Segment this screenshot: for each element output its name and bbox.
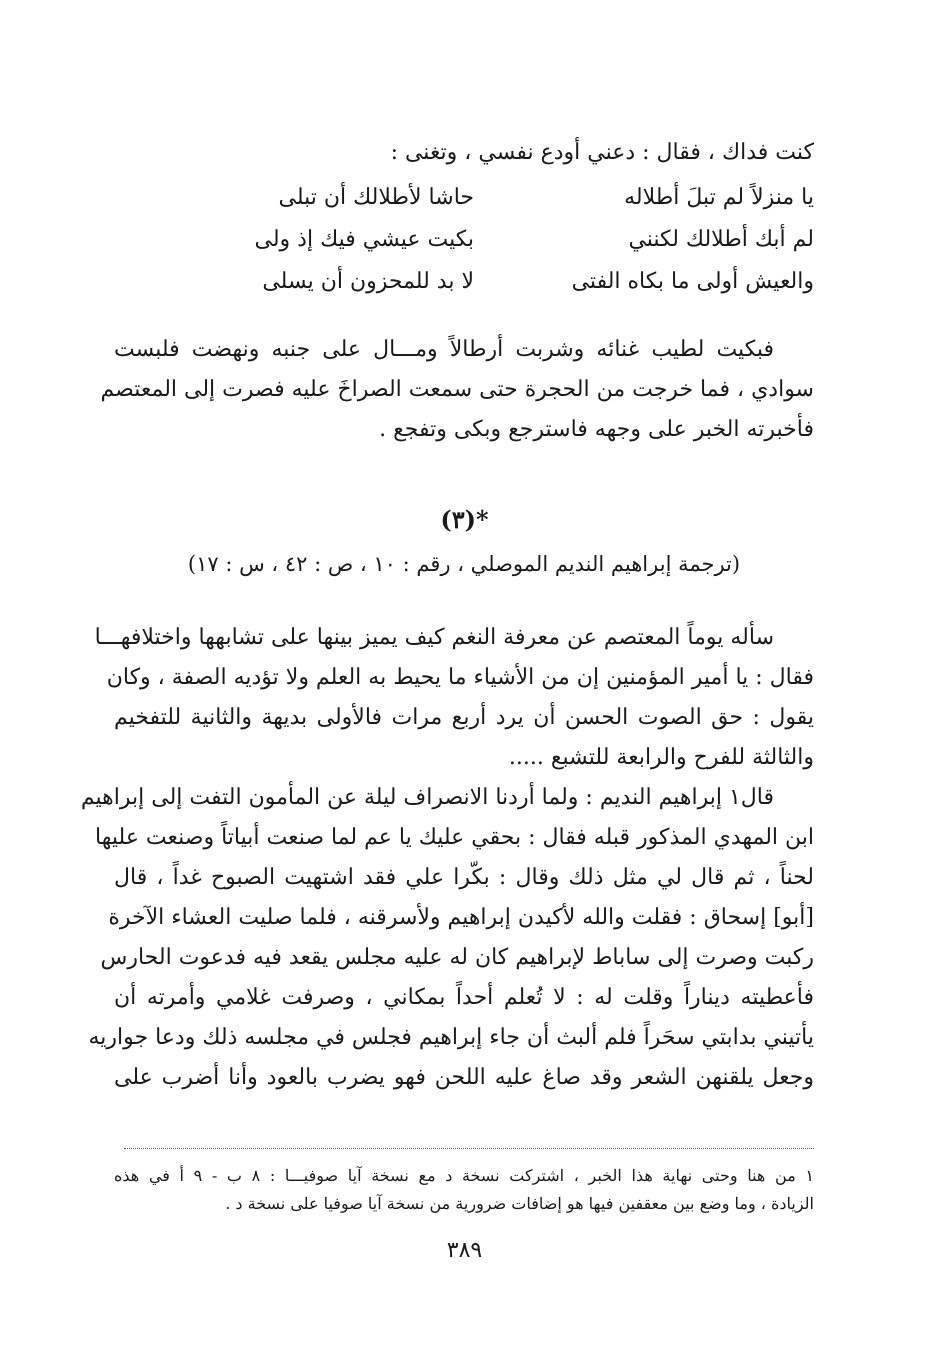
section-number: (٣)* <box>440 505 489 534</box>
text-line: فبكيت لطيب غنائه وشربت أرطالاً ومـــال على جنبه ونهضت فلبست <box>114 337 774 362</box>
text-line: فأعطيته ديناراً وقلت له : لا تُعلم أحداً بمكاني ، وصرفت غلامي وأمرته أن <box>114 985 814 1010</box>
footnote-line: ١ من هنا وحتى نهاية هذا الخبر ، اشتركت نسخة د مع نسخة آيا صوفيـــا : ٨ ب - ٩ أ في هذه <box>114 1166 814 1185</box>
text-line: لحناً ، ثم قال لي مثل ذلك وقال : بكّرا علي فقد اشتهيت الصبوح غداً ، قال <box>114 865 814 890</box>
paragraph-weeping <box>100 330 814 450</box>
text-line: قال١ إبراهيم النديم : ولما أردنا الانصراف ليلة عن المأمون التفت إلى إبراهيم <box>80 785 774 810</box>
text-line: فأخبرته الخبر على وجهه فاسترجع وبكى وتفجع . <box>379 417 814 442</box>
text-line: ابن المهدي المذكور قبله فقال : بحقي عليك يا عم لما صنعت أبياتاً وصنعت عليها <box>95 825 814 850</box>
poem-verse <box>214 269 814 311</box>
paragraph-melodies <box>94 618 814 778</box>
section-reference: (ترجمة إبراهيم النديم الموصلي ، رقم : ١٠ ، ص : ٤٢ ، س : ١٧) <box>187 552 741 576</box>
poem-hemistich-second: لا بد للمحزون أن يسلى <box>262 269 474 294</box>
text-line: والثالثة للفرح والرابعة للتشبع ..... <box>508 745 814 770</box>
footnote-line: الزيادة ، وما وضع بين معقفين فيها هو إضافات ضرورية من نسخة آيا صوفيا على نسخة د . <box>225 1194 814 1213</box>
text-line: وجعل يلقنهن الشعر وقد صاغ عليه اللحن فهو يضرب بالعود وأنا أضرب على <box>114 1065 814 1090</box>
poem-hemistich-first: لم أبك أطلالك لكنني <box>628 227 814 252</box>
paragraph-ibrahim-story <box>80 778 814 1098</box>
poem-hemistich-first: يا منزلاً لم تبلَ أطلاله <box>624 185 814 210</box>
poem-hemistich-second: بكيت عيشي فيك إذ ولى <box>254 227 474 252</box>
intro-line: كنت فداك ، فقال : دعني أودع نفسي ، وتغنى : <box>390 140 814 165</box>
footnote-separator <box>124 1148 814 1149</box>
poem-verse <box>214 227 814 269</box>
poem-hemistich-first: والعيش أولى ما بكاه الفتى <box>571 269 814 294</box>
text-line: سوادي ، فما خرجت من الحجرة حتى سمعت الصراخَ عليه فصرت إلى المعتصم <box>100 377 814 402</box>
poem-hemistich-second: حاشا لأطلالك أن تبلى <box>278 185 474 210</box>
poem-verse <box>214 185 814 227</box>
text-line: ركبت وصرت إلى ساباط لإبراهيم كان له عليه مجلس يقعد فيه فدعوت الحارس <box>100 945 814 970</box>
text-line: [أبو] إسحاق : فقلت والله لأكيدن إبراهيم ولأسرقنه ، فلما صليت العشاء الآخرة <box>108 905 814 930</box>
poem <box>214 185 814 311</box>
text-line: يأتيني بدابتي سحَراً فلم ألبث أن جاء إبراهيم فجلس في مجلسه ذلك ودعا جواريه <box>88 1025 814 1050</box>
text-line: يقول : حق الصوت الحسن أن يرد أربع مرات فالأولى بديهة والثانية للتفخيم <box>114 705 814 730</box>
page-number: ٣٨٩ <box>446 1238 483 1263</box>
text-line: سأله يوماً المعتصم عن معرفة النغم كيف يميز بينها على تشابهها واختلافهـــا <box>94 625 774 650</box>
footnote <box>114 1162 814 1218</box>
text-line: فقال : يا أمير المؤمنين إن من الأشياء ما يحيط به العلم ولا تؤديه الصفة ، وكان <box>106 665 814 690</box>
